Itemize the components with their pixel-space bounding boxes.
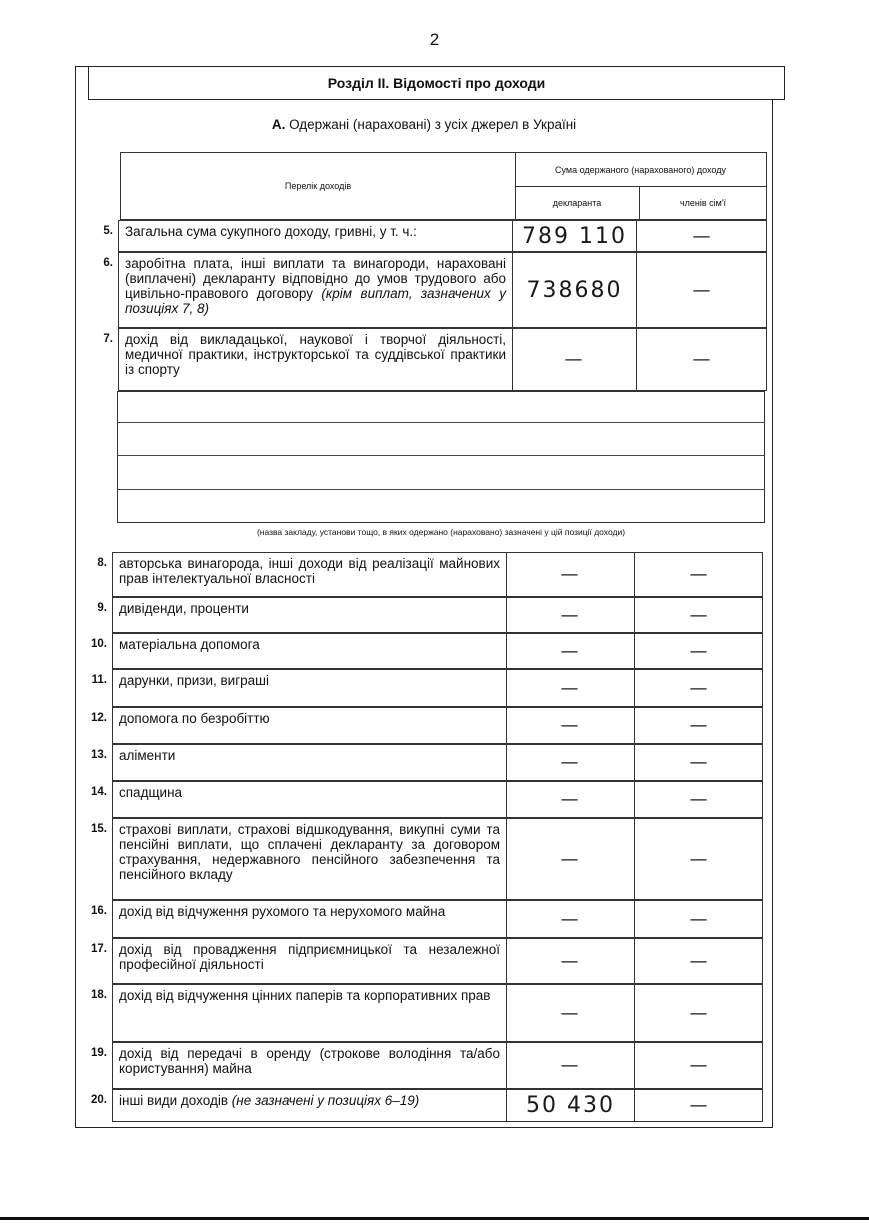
table-header: [120, 152, 767, 220]
family-amount: [635, 1043, 764, 1088]
row-number: 7.: [103, 333, 113, 345]
row-description: [119, 253, 513, 327]
declarant-amount: [507, 901, 635, 937]
row-text: заробітна плата, інші виплати та винагороди, нараховані (виплачені) декларанту відповідно до умов трудового або цивільно-правового договору: [125, 256, 506, 301]
blank-line: [117, 489, 765, 490]
page-bottom-edge: [0, 1217, 869, 1220]
income-row: [97, 552, 763, 597]
row-number: 5.: [103, 225, 113, 237]
income-row: [103, 252, 767, 328]
row-text: дохід від передачі в оренду (строкове володіння та/або користування) майна: [119, 1046, 500, 1076]
row-number: 9.: [97, 602, 107, 614]
declarant-amount: [513, 329, 637, 390]
row-number: 18.: [91, 989, 107, 1001]
income-row: [91, 818, 763, 900]
row-text: дохід від відчуження рухомого та нерухомого майна: [119, 904, 446, 919]
family-amount: [637, 329, 768, 390]
family-value: —: [692, 349, 713, 370]
declarant-amount: [507, 819, 635, 899]
family-value: —: [689, 715, 710, 736]
family-value: —: [689, 908, 710, 930]
row-description: [113, 598, 507, 632]
row-description: [113, 1090, 507, 1121]
family-value: —: [689, 677, 710, 699]
family-amount: [637, 221, 768, 251]
family-amount: [635, 901, 764, 937]
family-value: —: [689, 1095, 710, 1116]
income-row: [91, 900, 763, 938]
institution-lines: [117, 391, 765, 523]
header-income-list: Перелік доходів: [121, 153, 516, 219]
declarant-amount: [507, 598, 635, 632]
family-amount: [635, 553, 764, 596]
income-row: [91, 669, 763, 707]
declarant-value: —: [564, 349, 585, 370]
row-description: [119, 329, 513, 390]
row-number: 20.: [91, 1094, 107, 1106]
family-value: —: [689, 1055, 710, 1076]
family-amount: [635, 708, 764, 743]
row-text: інші види доходів: [119, 1093, 232, 1108]
income-row: [91, 744, 763, 781]
blank-line: [117, 422, 765, 423]
declarant-amount: [507, 745, 635, 780]
income-row: [91, 1089, 763, 1122]
income-row: [91, 781, 763, 818]
declarant-amount: [507, 634, 635, 668]
declarant-value: 738680: [526, 277, 623, 303]
row-description: [113, 819, 507, 899]
declarant-amount: [507, 1090, 635, 1121]
declarant-value: —: [560, 789, 581, 810]
page-number: 2: [429, 30, 440, 49]
row-number: 16.: [91, 905, 107, 917]
declarant-amount: [513, 253, 637, 327]
row-description: [113, 939, 507, 983]
row-description: [113, 901, 507, 937]
family-amount: [637, 253, 768, 327]
family-amount: [635, 985, 764, 1041]
family-amount: [635, 745, 764, 780]
row-number: 14.: [91, 786, 107, 798]
row-text: страхові виплати, страхові відшкодування, викупні суми та пенсійні виплати, що сплачені декларанту за договором страхування, недержавного пенсійного забезпечення та пенсійного вкладу: [119, 822, 500, 882]
family-value: —: [689, 950, 710, 972]
row-number: 6.: [103, 257, 113, 269]
family-amount: [635, 670, 764, 706]
declarant-value: —: [560, 1055, 581, 1076]
family-amount: [635, 819, 764, 899]
subsection-letter: А.: [271, 117, 286, 132]
row-text: матеріальна допомога: [119, 637, 260, 652]
declarant-value: —: [560, 1002, 581, 1024]
declarant-value: —: [560, 677, 581, 699]
family-value: —: [692, 225, 713, 247]
blank-line: [117, 455, 765, 456]
family-amount: [635, 782, 764, 817]
declarant-amount: [507, 1043, 635, 1088]
declarant-value: 50 430: [526, 1093, 615, 1118]
row-description: [113, 1043, 507, 1088]
income-row: [103, 220, 767, 252]
income-row: [97, 597, 763, 633]
family-amount: [635, 598, 764, 632]
row-description: [113, 708, 507, 743]
row-number: 15.: [91, 823, 107, 835]
row-text: аліменти: [119, 748, 176, 763]
header-declarant: декларанта: [515, 187, 640, 219]
family-value: —: [689, 604, 710, 626]
declarant-amount: [507, 553, 635, 596]
row-text: авторська винагорода, інші доходи від реалізації майнових прав інтелектуальної власності: [119, 556, 500, 586]
income-row: [103, 328, 767, 391]
row-description: [119, 221, 513, 251]
row-text: дохід від провадження підприємницької та незалежної професійної діяльності: [119, 942, 500, 972]
family-value: —: [689, 640, 710, 662]
row-text-note: (не зазначені у позиціях 6–19): [231, 1093, 420, 1108]
declarant-value: —: [560, 908, 581, 930]
declarant-amount: [507, 939, 635, 983]
declarant-value: —: [560, 752, 581, 773]
row-text: спадщина: [119, 785, 183, 800]
header-family: членів сім'ї: [679, 198, 727, 208]
income-row: [91, 633, 763, 669]
row-number: 19.: [91, 1047, 107, 1059]
declarant-amount: [513, 221, 637, 251]
income-row: [91, 984, 763, 1042]
row-text: допомога по безробіттю: [119, 711, 270, 726]
row-text: дарунки, призи, виграші: [119, 673, 269, 688]
row-text: дивіденди, проценти: [119, 601, 249, 616]
row-description: [113, 670, 507, 706]
income-row: [91, 1042, 763, 1089]
family-amount: [635, 1090, 764, 1121]
row-description: [113, 985, 507, 1041]
income-row: [91, 707, 763, 744]
declarant-value: —: [560, 640, 581, 662]
row-number: 8.: [97, 557, 107, 569]
row-text: Загальна сума сукупного доходу, гривні, у т. ч.:: [125, 224, 417, 239]
family-value: —: [689, 752, 710, 773]
declarant-amount: [507, 985, 635, 1041]
row-description: [113, 553, 507, 596]
family-amount: [635, 634, 764, 668]
row-text: дохід від відчуження цінних паперів та корпоративних прав: [119, 988, 491, 1003]
row-description: [113, 745, 507, 780]
family-value: —: [689, 564, 710, 585]
family-amount: [635, 939, 764, 983]
row-description: [113, 782, 507, 817]
income-row: [91, 938, 763, 984]
family-value: —: [689, 848, 710, 870]
institution-note: (назва закладу, установи тощо, в яких одержано (нараховано) зазначені у цій позиції доходи): [256, 527, 626, 537]
declarant-amount: [507, 782, 635, 817]
family-value: —: [689, 1002, 710, 1024]
row-number: 17.: [91, 943, 107, 955]
subsection-title: [75, 117, 773, 132]
declarant-value: 789 110: [522, 223, 627, 249]
declarant-amount: [507, 670, 635, 706]
declarant-value: —: [560, 848, 581, 870]
header-amount: Сума одержаного (нарахованого) доходу: [515, 153, 766, 187]
row-number: 13.: [91, 749, 107, 761]
declarant-value: —: [560, 950, 581, 972]
row-text: дохід від викладацької, наукової і творчої діяльності, медичної практики, інструкторської та суддівської практики із спорту: [125, 332, 506, 377]
declarant-amount: [507, 708, 635, 743]
row-text-note: (крім виплат, зазначених у позиціях 7, 8): [125, 286, 506, 316]
subsection-text: Одержані (нараховані) з усіх джерел в Україні: [289, 117, 577, 132]
row-description: [113, 634, 507, 668]
declarant-value: —: [560, 715, 581, 736]
row-number: 11.: [91, 674, 107, 686]
declarant-value: —: [560, 604, 581, 626]
declarant-value: —: [560, 564, 581, 585]
row-number: 12.: [91, 712, 107, 724]
family-value: —: [692, 279, 713, 301]
section-title: Розділ ІІ. Відомості про доходи: [88, 66, 785, 100]
row-number: 10.: [91, 638, 107, 650]
family-value: —: [689, 789, 710, 810]
